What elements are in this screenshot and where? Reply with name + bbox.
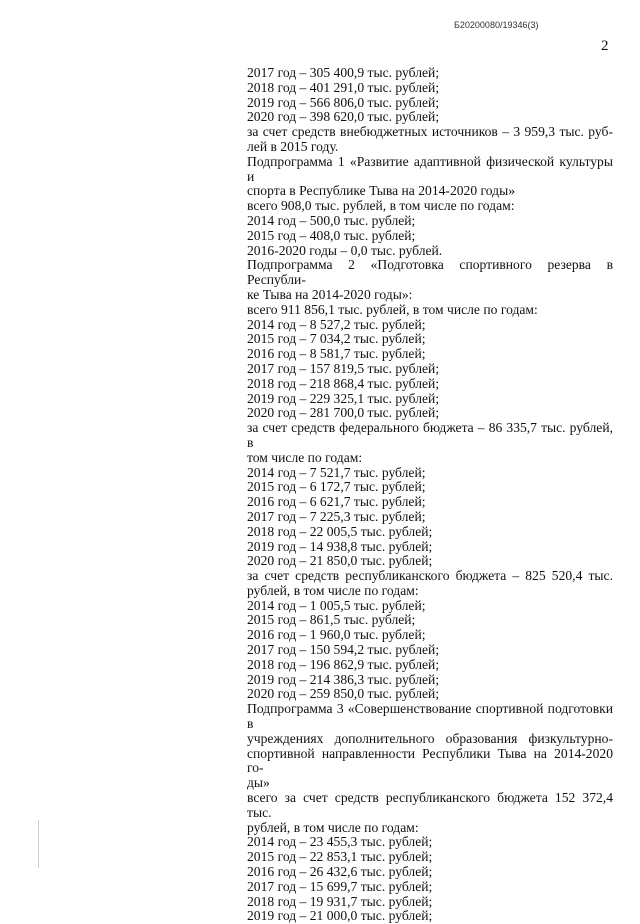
text-line: 2019 год – 566 806,0 тыс. рублей; <box>247 94 440 110</box>
text-line: лей в 2015 году. <box>247 138 339 154</box>
text-line: 2019 год – 14 938,8 тыс. рублей; <box>247 538 433 554</box>
text-line: ды» <box>247 775 270 791</box>
text-line: 2018 год – 196 862,9 тыс. рублей; <box>247 656 440 672</box>
text-line: 2015 год – 7 034,2 тыс. рублей; <box>247 331 426 347</box>
text-line: рублей, в том числе по годам: <box>247 582 419 598</box>
text-line: рублей, в том числе по годам: <box>247 819 419 835</box>
text-line: 2014 год – 23 455,3 тыс. рублей; <box>247 834 433 850</box>
text-line: 2017 год – 150 594,2 тыс. рублей; <box>247 642 440 658</box>
text-line: том числе по годам: <box>247 449 363 465</box>
text-line: 2017 год – 15 699,7 тыс. рублей; <box>247 878 433 894</box>
text-line: Подпрограмма 2 «Подготовка спортивного резерва в Республи- <box>247 257 613 288</box>
text-line: 2019 год – 214 386,3 тыс. рублей; <box>247 671 440 687</box>
text-line: 2016 год – 1 960,0 тыс. рублей; <box>247 627 426 643</box>
text-line: 2016-2020 годы – 0,0 тыс. рублей. <box>247 242 443 258</box>
scan-artifact <box>38 820 39 868</box>
text-line: 2014 год – 500,0 тыс. рублей; <box>247 212 416 228</box>
page-number: 2 <box>601 38 609 54</box>
text-line: 2016 год – 6 621,7 тыс. рублей; <box>247 494 426 510</box>
text-line: 2020 год – 21 850,0 тыс. рублей; <box>247 553 433 569</box>
text-line: 2014 год – 7 521,7 тыс. рублей; <box>247 464 426 480</box>
text-line: 2015 год – 6 172,7 тыс. рублей; <box>247 479 426 495</box>
text-line: 2018 год – 22 005,5 тыс. рублей; <box>247 523 433 539</box>
document-body <box>247 66 613 924</box>
text-line: Подпрограмма 1 «Развитие адаптивной физической культуры и <box>247 153 613 184</box>
document-code: Б20200080/19346(3) <box>454 20 539 30</box>
text-line: 2015 год – 861,5 тыс. рублей; <box>247 612 416 628</box>
text-line: 2018 год – 218 868,4 тыс. рублей; <box>247 375 440 391</box>
text-line: 2020 год – 281 700,0 тыс. рублей; <box>247 405 440 421</box>
text-line: всего 911 856,1 тыс. рублей, в том числе по годам: <box>247 301 538 317</box>
text-line: 2019 год – 229 325,1 тыс. рублей; <box>247 390 440 406</box>
text-line: учреждениях дополнительного образования физкультурно- <box>247 730 613 746</box>
text-line: 2014 год – 1 005,5 тыс. рублей; <box>247 597 426 613</box>
text-line: 2018 год – 401 291,0 тыс. рублей; <box>247 79 440 95</box>
text-line: 2017 год – 7 225,3 тыс. рублей; <box>247 508 426 524</box>
text-line: 2017 год – 157 819,5 тыс. рублей; <box>247 360 440 376</box>
text-line: 2020 год – 259 850,0 тыс. рублей; <box>247 686 440 702</box>
text-line: ке Тыва на 2014-2020 годы»: <box>247 286 413 302</box>
text-line: 2019 год – 21 000,0 тыс. рублей; <box>247 908 433 924</box>
text-line: Подпрограмма 3 «Совершенствование спортивной подготовки в <box>247 701 613 732</box>
text-line: спорта в Республике Тыва на 2014-2020 годы» <box>247 183 516 199</box>
text-line: спортивной направленности Республики Тыва на 2014-2020 го- <box>247 745 613 776</box>
text-line: 2016 год – 8 581,7 тыс. рублей; <box>247 346 426 362</box>
text-line: 2015 год – 22 853,1 тыс. рублей; <box>247 849 433 865</box>
text-line: 2017 год – 305 400,9 тыс. рублей; <box>247 65 440 80</box>
text-line: 2016 год – 26 432,6 тыс. рублей; <box>247 864 433 880</box>
text-line: за счет средств внебюджетных источников – 3 959,3 тыс. руб- <box>247 124 613 140</box>
text-line: 2020 год – 398 620,0 тыс. рублей; <box>247 109 440 125</box>
text-line: за счет средств федерального бюджета – 86 335,7 тыс. рублей, в <box>247 420 613 450</box>
text-line: всего за счет средств республиканского бюджета 152 372,4 тыс. <box>247 790 613 820</box>
text-line: 2015 год – 408,0 тыс. рублей; <box>247 227 416 243</box>
text-line: 2018 год – 19 931,7 тыс. рублей; <box>247 893 433 909</box>
text-line: за счет средств республиканского бюджета – 825 520,4 тыс. <box>247 568 613 584</box>
text-line: всего 908,0 тыс. рублей, в том числе по годам: <box>247 198 515 214</box>
text-line: 2014 год – 8 527,2 тыс. рублей; <box>247 316 426 332</box>
